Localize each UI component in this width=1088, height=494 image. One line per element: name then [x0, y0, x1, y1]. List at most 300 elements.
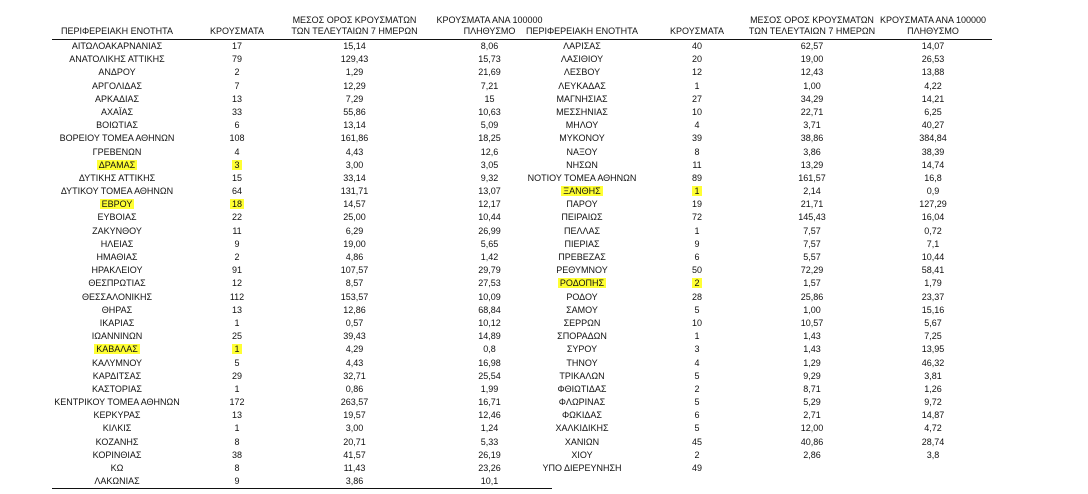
cell-avg7 — [287, 132, 422, 145]
cases-value: 89 — [691, 172, 702, 183]
table-row — [522, 185, 992, 198]
cell-cases — [192, 330, 282, 343]
cell-avg7 — [747, 211, 877, 224]
avg7-value: 3,71 — [803, 120, 821, 131]
cell-cases — [192, 211, 282, 224]
cases-value: 7 — [234, 80, 240, 91]
cell-cases — [652, 304, 742, 317]
cell-avg7 — [747, 251, 877, 264]
cases-value: 29 — [231, 370, 242, 381]
cases-value: 6 — [694, 410, 700, 421]
cell-region — [522, 422, 642, 435]
table-row — [522, 396, 992, 409]
cases-value: 33 — [231, 106, 242, 117]
cell-region — [52, 66, 182, 79]
avg7-value: 14,57 — [343, 199, 366, 210]
per100k-value: 13,95 — [921, 344, 945, 355]
cases-value: 22 — [231, 212, 242, 223]
per100k-value: 68,84 — [478, 304, 501, 315]
cell-avg7 — [747, 264, 877, 277]
table-body-right — [522, 40, 992, 475]
cases-value: 13 — [231, 93, 242, 104]
table-bottom-rule — [52, 488, 552, 489]
table-row — [522, 304, 992, 317]
per100k-value: 23,37 — [921, 291, 945, 302]
table-row — [52, 119, 552, 132]
cell-per100k — [877, 277, 989, 290]
table-row — [522, 330, 992, 343]
table-header-left — [52, 0, 552, 40]
cell-region — [522, 119, 642, 132]
region-value: ΕΒΡΟΥ — [101, 199, 133, 210]
per100k-value: 9,32 — [480, 172, 499, 183]
per100k-value: 10,44 — [478, 212, 501, 223]
per100k-value: 14,74 — [921, 159, 945, 170]
cell-region — [522, 291, 642, 304]
table-body-left — [52, 40, 552, 489]
cell-avg7 — [747, 277, 877, 290]
region-value: ΝΟΤΙΟΥ ΤΟΜΕΑ ΑΘΗΝΩΝ — [527, 172, 637, 183]
region-value: ΛΕΥΚΑΔΑΣ — [558, 80, 606, 91]
cell-region — [52, 291, 182, 304]
cases-value: 10 — [691, 106, 702, 117]
cell-avg7 — [287, 225, 422, 238]
cell-region — [522, 66, 642, 79]
avg7-value: 1,29 — [803, 357, 821, 368]
cell-per100k — [877, 238, 989, 251]
cell-avg7 — [287, 475, 422, 488]
cell-avg7 — [747, 185, 877, 198]
cases-value: 2 — [234, 67, 240, 78]
cases-value: 91 — [231, 265, 242, 276]
avg7-value: 12,00 — [800, 423, 824, 434]
cases-value: 64 — [231, 186, 242, 197]
cases-value: 1 — [234, 383, 240, 394]
table-row — [52, 370, 552, 383]
cell-per100k — [877, 93, 989, 106]
cases-table-right — [522, 0, 992, 475]
avg7-value: 19,57 — [343, 410, 366, 421]
table-row — [52, 251, 552, 264]
avg7-value: 5,57 — [803, 252, 821, 262]
region-value: ΧΙΟΥ — [571, 449, 593, 460]
per100k-value: 10,09 — [478, 291, 501, 302]
per100k-value: 46,32 — [921, 357, 945, 368]
cell-cases — [652, 146, 742, 159]
cases-value: 19 — [691, 199, 702, 210]
per100k-value: 5,09 — [480, 120, 499, 131]
cell-avg7 — [747, 132, 877, 145]
per100k-value: 26,53 — [921, 54, 945, 65]
cell-region — [52, 251, 182, 264]
avg7-value: 25,86 — [800, 291, 824, 302]
cases-value: 9 — [234, 476, 240, 487]
cell-avg7 — [747, 172, 877, 185]
cell-avg7 — [747, 330, 877, 343]
table-row — [52, 304, 552, 317]
cell-cases — [652, 172, 742, 185]
cell-avg7 — [287, 317, 422, 330]
table-row — [522, 370, 992, 383]
avg7-value: 33,14 — [343, 172, 366, 183]
cases-value: 9 — [234, 238, 240, 249]
region-value: ΒΟΡΕΙΟΥ ΤΟΜΕΑ ΑΘΗΝΩΝ — [59, 133, 175, 144]
cell-cases — [652, 238, 742, 251]
cell-avg7 — [287, 370, 422, 383]
cell-avg7 — [747, 317, 877, 330]
table-row — [522, 172, 992, 185]
cell-per100k — [877, 106, 989, 119]
table-row — [52, 330, 552, 343]
cell-cases — [652, 277, 742, 290]
table-row — [522, 146, 992, 159]
cell-avg7 — [747, 422, 877, 435]
cell-region — [52, 264, 182, 277]
table-row — [52, 53, 552, 66]
cell-region — [52, 370, 182, 383]
per100k-value: 1,42 — [480, 252, 499, 262]
cell-cases — [192, 40, 282, 53]
cell-per100k — [877, 396, 989, 409]
cell-cases — [192, 396, 282, 409]
region-value: ΗΜΑΘΙΑΣ — [96, 252, 138, 262]
cases-value: 11 — [232, 225, 242, 236]
table-row — [522, 238, 992, 251]
cell-cases — [652, 396, 742, 409]
cell-cases — [192, 80, 282, 93]
avg7-value: 2,14 — [803, 186, 821, 197]
cell-avg7 — [287, 93, 422, 106]
cell-region — [52, 132, 182, 145]
avg7-value: 1,43 — [803, 344, 821, 355]
per100k-value: 15,73 — [478, 54, 501, 65]
cell-cases — [652, 211, 742, 224]
cell-cases — [652, 40, 742, 53]
cell-cases — [192, 370, 282, 383]
cases-value: 108 — [229, 133, 245, 144]
table-row — [522, 317, 992, 330]
cases-value: 1 — [694, 331, 700, 342]
avg7-value: 4,43 — [345, 357, 364, 368]
cell-cases — [192, 383, 282, 396]
avg7-value: 22,71 — [800, 106, 824, 117]
avg7-value: 19,00 — [800, 54, 824, 65]
per100k-value: 12,6 — [480, 146, 499, 157]
per100k-value: 127,29 — [919, 199, 947, 210]
avg7-value: 72,29 — [800, 265, 824, 276]
cell-per100k — [877, 422, 989, 435]
cell-cases — [652, 66, 742, 79]
cell-region — [522, 238, 642, 251]
avg7-value: 34,29 — [800, 93, 824, 104]
avg7-value: 12,43 — [800, 67, 824, 78]
cell-per100k — [877, 225, 989, 238]
table-row — [52, 277, 552, 290]
cell-region — [52, 198, 182, 211]
avg7-value: 32,71 — [343, 370, 366, 381]
cases-value: 28 — [691, 291, 702, 302]
table-row — [522, 409, 992, 422]
cell-cases — [652, 357, 742, 370]
cases-value: 4 — [234, 146, 240, 157]
avg7-value: 107,57 — [340, 265, 369, 276]
cell-per100k — [877, 66, 989, 79]
region-value: ΕΥΒΟΙΑΣ — [97, 212, 137, 223]
cell-avg7 — [747, 449, 877, 462]
cell-cases — [192, 238, 282, 251]
cell-region — [522, 211, 642, 224]
cell-region — [522, 225, 642, 238]
cell-per100k — [877, 146, 989, 159]
per100k-value: 28,74 — [921, 436, 945, 447]
cell-per100k — [877, 343, 989, 356]
cell-cases — [652, 449, 742, 462]
cell-region — [522, 106, 642, 119]
cell-cases — [652, 119, 742, 132]
region-value: ΛΑΡΙΣΑΣ — [563, 41, 601, 51]
cell-region — [522, 330, 642, 343]
per100k-value: 14,07 — [921, 41, 945, 51]
cell-region — [522, 357, 642, 370]
avg7-value: 10,57 — [800, 317, 824, 328]
table-row — [522, 66, 992, 79]
per100k-value: 0,72 — [924, 225, 942, 236]
cell-region — [52, 436, 182, 449]
cell-cases — [652, 370, 742, 383]
cell-avg7 — [287, 357, 422, 370]
per100k-value: 15,16 — [921, 304, 945, 315]
region-value: ΣΠΟΡΑΔΩΝ — [557, 331, 607, 342]
per100k-value: 1,24 — [480, 423, 499, 434]
cell-per100k — [877, 317, 989, 330]
cell-avg7 — [747, 304, 877, 317]
cell-cases — [652, 198, 742, 211]
avg7-value: 7,57 — [803, 225, 821, 236]
per100k-value: 1,99 — [480, 383, 499, 394]
region-value: ΣΑΜΟΥ — [566, 304, 598, 315]
region-value: ΒΟΙΩΤΙΑΣ — [96, 120, 138, 131]
cell-region — [52, 277, 182, 290]
cases-value: 13 — [231, 304, 242, 315]
header-cases: ΚΡΟΥΣΜΑΤΑ — [210, 26, 264, 36]
cell-cases — [652, 317, 742, 330]
cell-per100k — [877, 409, 989, 422]
cases-value: 12 — [231, 278, 242, 289]
per100k-value: 9,72 — [924, 397, 942, 408]
cell-region — [522, 449, 642, 462]
region-value: ΘΕΣΠΡΩΤΙΑΣ — [88, 278, 146, 289]
region-value: ΚΟΖΑΝΗΣ — [95, 436, 139, 447]
cell-region — [52, 106, 182, 119]
region-value: ΣΕΡΡΩΝ — [563, 317, 601, 328]
cell-region — [52, 211, 182, 224]
region-value: ΛΑΚΩΝΙΑΣ — [94, 476, 140, 487]
per100k-value: 10,12 — [478, 317, 501, 328]
cell-region — [52, 238, 182, 251]
cell-avg7 — [747, 198, 877, 211]
table-row — [522, 462, 992, 475]
cell-avg7 — [747, 106, 877, 119]
per100k-value: 29,79 — [478, 265, 501, 276]
cell-cases — [192, 277, 282, 290]
cell-region — [522, 146, 642, 159]
avg7-value: 6,29 — [345, 225, 364, 236]
cell-cases — [192, 422, 282, 435]
cell-avg7 — [747, 238, 877, 251]
cell-cases — [652, 53, 742, 66]
per100k-value: 13,88 — [921, 67, 945, 78]
cell-avg7 — [747, 383, 877, 396]
cell-per100k — [877, 185, 989, 198]
avg7-value: 161,86 — [340, 133, 369, 144]
per100k-value: 3,81 — [924, 370, 942, 381]
cases-value: 11 — [692, 159, 702, 170]
cell-region — [52, 343, 182, 356]
cell-avg7 — [287, 185, 422, 198]
cell-region — [52, 396, 182, 409]
header-per100k: ΚΡΟΥΣΜΑΤΑ ΑΝΑ 100000 ΠΛΗΘΥΣΜΟ — [436, 15, 543, 36]
region-value: ΚΕΡΚΥΡΑΣ — [93, 410, 141, 421]
table-row — [522, 119, 992, 132]
cell-region — [522, 53, 642, 66]
cell-avg7 — [287, 343, 422, 356]
header-cases: ΚΡΟΥΣΜΑΤΑ — [670, 26, 724, 36]
avg7-value: 2,71 — [803, 410, 821, 421]
table-row — [522, 291, 992, 304]
cell-cases — [652, 159, 742, 172]
per100k-value: 10,63 — [478, 106, 501, 117]
cell-per100k — [877, 251, 989, 264]
cell-avg7 — [747, 409, 877, 422]
region-value: ΦΘΙΩΤΙΔΑΣ — [557, 383, 607, 394]
table-row — [52, 225, 552, 238]
cases-value: 25 — [231, 331, 242, 342]
region-value: ΠΡΕΒΕΖΑΣ — [558, 252, 606, 262]
table-row — [522, 159, 992, 172]
cell-avg7 — [287, 172, 422, 185]
table-row — [522, 225, 992, 238]
region-value: ΙΩΑΝΝΙΝΩΝ — [91, 331, 143, 342]
region-value: ΜΕΣΣΗΝΙΑΣ — [556, 106, 608, 117]
table-row — [52, 475, 552, 488]
table-row — [522, 264, 992, 277]
cell-cases — [652, 93, 742, 106]
cell-cases — [192, 93, 282, 106]
table-row — [522, 80, 992, 93]
cell-region — [52, 449, 182, 462]
region-value: ΘΕΣΣΑΛΟΝΙΚΗΣ — [81, 291, 153, 302]
per100k-value: 16,71 — [478, 397, 501, 408]
table-row — [52, 238, 552, 251]
avg7-value: 15,14 — [343, 41, 366, 51]
cell-avg7 — [747, 40, 877, 53]
region-value: ΜΑΓΝΗΣΙΑΣ — [556, 93, 608, 104]
avg7-value: 153,57 — [340, 291, 369, 302]
avg7-value: 21,71 — [800, 199, 824, 210]
cell-region — [52, 119, 182, 132]
cell-cases — [192, 172, 282, 185]
cases-value: 1 — [234, 423, 240, 434]
cell-avg7 — [287, 291, 422, 304]
cell-avg7 — [287, 436, 422, 449]
cell-avg7 — [287, 409, 422, 422]
cell-cases — [192, 462, 282, 475]
region-value: ΓΡΕΒΕΝΩΝ — [92, 146, 142, 157]
header-avg7: ΜΕΣΟΣ ΟΡΟΣ ΚΡΟΥΣΜΑΤΩΝ ΤΩΝ ΤΕΛΕΥΤΑΙΩΝ 7 ΗΜΕΡΩΝ — [748, 15, 876, 36]
per100k-value: 4,72 — [924, 423, 942, 434]
region-value: ΑΝΔΡΟΥ — [98, 67, 136, 78]
cell-region — [522, 436, 642, 449]
region-value: ΚΑΒΑΛΑΣ — [96, 344, 138, 355]
cell-cases — [652, 422, 742, 435]
region-value: ΥΠΟ ΔΙΕΡΕΥΝΗΣΗ — [542, 463, 622, 473]
cell-cases — [652, 225, 742, 238]
cell-per100k — [877, 449, 989, 462]
cell-per100k — [877, 436, 989, 449]
cell-avg7 — [747, 119, 877, 132]
cell-avg7 — [287, 106, 422, 119]
cell-per100k — [877, 172, 989, 185]
cell-region — [522, 383, 642, 396]
cell-avg7 — [287, 330, 422, 343]
cases-value: 2 — [694, 278, 700, 289]
cell-per100k — [877, 119, 989, 132]
avg7-value: 40,86 — [800, 436, 824, 447]
region-value: ΙΚΑΡΙΑΣ — [99, 317, 135, 328]
avg7-value: 1,00 — [803, 304, 821, 315]
table-row — [52, 317, 552, 330]
cell-region — [522, 343, 642, 356]
cases-value: 112 — [229, 291, 245, 302]
avg7-value: 5,29 — [803, 397, 821, 408]
cases-value: 5 — [694, 304, 700, 315]
cell-avg7 — [287, 211, 422, 224]
cases-value: 6 — [694, 252, 700, 262]
cell-cases — [192, 146, 282, 159]
cases-value: 5 — [234, 357, 240, 368]
cell-region — [522, 80, 642, 93]
cell-avg7 — [287, 159, 422, 172]
cell-cases — [192, 436, 282, 449]
per100k-value: 0,8 — [483, 344, 496, 355]
cell-per100k — [877, 330, 989, 343]
per100k-value: 12,17 — [478, 199, 501, 210]
per100k-value: 12,46 — [478, 410, 501, 421]
table-row — [52, 409, 552, 422]
cases-value: 1 — [234, 317, 240, 328]
region-value: ΧΑΛΚΙΔΙΚΗΣ — [555, 423, 609, 434]
cell-avg7 — [287, 53, 422, 66]
avg7-value: 0,57 — [345, 317, 364, 328]
table-row — [52, 198, 552, 211]
table-row — [52, 66, 552, 79]
cases-value: 45 — [691, 436, 702, 447]
cell-cases — [192, 317, 282, 330]
table-row — [522, 40, 992, 53]
per100k-value: 0,9 — [926, 186, 940, 197]
cases-value: 1 — [234, 344, 240, 355]
cases-value: 5 — [694, 370, 700, 381]
cell-region — [522, 317, 642, 330]
per100k-value: 13,07 — [478, 186, 501, 197]
region-value: ΠΕΙΡΑΙΩΣ — [561, 212, 603, 223]
cell-per100k — [877, 264, 989, 277]
table-row — [52, 357, 552, 370]
region-value: ΛΕΣΒΟΥ — [563, 67, 601, 78]
region-value: ΑΙΤΩΛΟΑΚΑΡΝΑΝΙΑΣ — [71, 41, 163, 51]
cell-cases — [652, 291, 742, 304]
per100k-value: 10,44 — [921, 252, 945, 262]
